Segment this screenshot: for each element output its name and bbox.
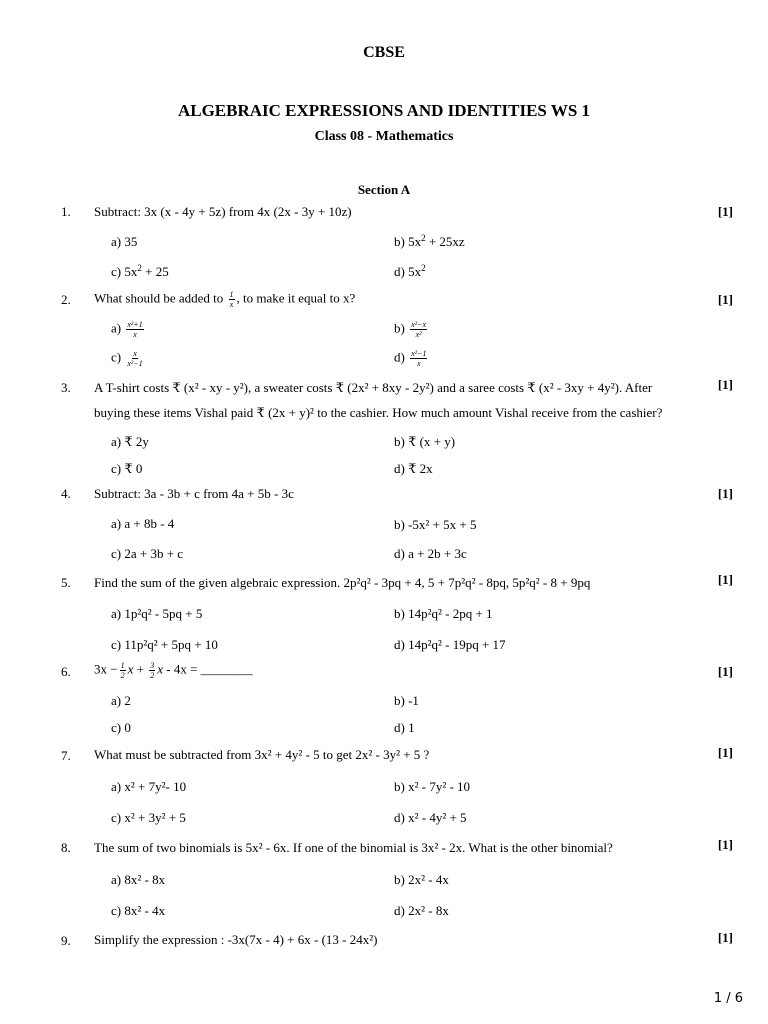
question-number: 4. [61, 486, 71, 501]
question-mark: [1] [717, 572, 733, 587]
question-text: The sum of two binomials is 5x² - 6x. If one of the binomial is 3x² - 2x. What is the other binomial? [94, 840, 613, 855]
question-text-line2: buying these items Vishal paid ₹ (2x + y)² to the cashier. How much amount Vishal receive from the cashier? [94, 405, 663, 420]
option-a: a) 2 [111, 693, 131, 708]
question-number: 6. [61, 664, 71, 679]
option-b: b) $5x^2 + 25xz$ [394, 233, 465, 249]
question-number: 2. [61, 292, 71, 307]
option-b: b) 14p²q² - 2pq + 1 [394, 606, 493, 621]
option-a: a) 8x² - 8x [111, 872, 166, 887]
option-d: d) $\frac{\text{x²−1}}{x}$ [394, 349, 427, 368]
question-number: 1. [61, 204, 71, 219]
question-text: Find the sum of the given algebraic expression. 2p²q² - 3pq + 4, 5 + 7p²q² - 8pq, 5p²q² - 8 + 9pq [94, 575, 591, 590]
option-a: a) 1p²q² - 5pq + 5 [111, 606, 203, 621]
option-a: a) $\frac{\text{x²+1}}{x}$ [111, 320, 143, 339]
question-mark: [1] [717, 377, 733, 392]
question-number: 5. [61, 575, 71, 590]
question-text: What must be subtracted from 3x² + 4y² - 5 to get 2x² - 3y² + 5 ? [94, 747, 430, 762]
fraction: $\frac{1}{x}$ [229, 290, 234, 309]
option-b: b) $\frac{\text{x²−x}}{\text{x²}}$ [394, 320, 426, 339]
question-mark: [1] [717, 930, 733, 945]
option-c: c) ₹ 0 [111, 461, 143, 476]
option-d: d) $5x^2$ [394, 263, 426, 279]
option-a: a) 35 [111, 234, 138, 249]
option-a: a) a + 8b - 4 [111, 516, 175, 531]
worksheet-subtitle: Class 08 - Mathematics [314, 129, 454, 144]
option-b: b) 2x² - 4x [394, 872, 449, 887]
question-text-line1: A T-shirt costs ₹ (x² - xy - y²), a sweater costs ₹ (2x² + 8xy - 2y²) and a saree costs ₹ (x² - 3xy + 4y²). After [94, 380, 653, 395]
question-text: Subtract: 3x (x - 4y + 5z) from 4x (2x - 3y + 10z) [94, 204, 352, 219]
option-d: d) ₹ 2x [394, 461, 433, 476]
question-number: 7. [61, 748, 71, 763]
option-d: d) 1 [394, 720, 415, 735]
option-c: c) $\frac{x}{\text{x²−1}}$ [111, 349, 143, 368]
question-mark: [1] [717, 664, 733, 679]
question-text: 3x − $\frac{1}{2}$ x + $\frac{3}{2}$ x - 4x = ________ [94, 661, 253, 680]
question-mark: [1] [717, 292, 733, 307]
section-heading: Section A [357, 182, 411, 197]
option-d: d) x² - 4y² + 5 [394, 810, 467, 825]
option-c: c) 8x² - 4x [111, 903, 166, 918]
question-text: Subtract: 3a - 3b + c from 4a + 5b - 3c [94, 486, 294, 501]
question-mark: [1] [717, 486, 733, 501]
option-d: d) 2x² - 8x [394, 903, 449, 918]
option-c: c) x² + 3y² + 5 [111, 810, 186, 825]
question-number: 8. [61, 840, 71, 855]
option-b: b) ₹ (x + y) [394, 434, 456, 449]
question-mark: [1] [717, 204, 733, 219]
option-c: c) 0 [111, 720, 131, 735]
question-number: 9. [61, 933, 71, 948]
option-c: c) 11p²q² + 5pq + 10 [111, 637, 218, 652]
page-number: 1 / 6 [713, 991, 743, 1006]
option-a: a) ₹ 2y [111, 434, 149, 449]
worksheet-title: ALGEBRAIC EXPRESSIONS AND IDENTITIES WS 1 [177, 101, 591, 120]
option-b: b) -5x² + 5x + 5 [394, 517, 477, 532]
question-number: 3. [61, 380, 71, 395]
option-d: d) 14p²q² - 19pq + 17 [394, 637, 506, 652]
option-b: b) -1 [394, 693, 419, 708]
board-name: CBSE [363, 44, 405, 61]
question-text: What should be added to $\frac{1}{x}$ , to make it equal to x? [94, 290, 356, 309]
option-c: c) 2a + 3b + c [111, 546, 184, 561]
question-mark: [1] [717, 745, 733, 760]
option-c: c) $5x^2 + 25$ [111, 263, 169, 279]
option-a: a) x² + 7y²- 10 [111, 779, 187, 794]
question-text: Simplify the expression : -3x(7x - 4) + 6x - (13 - 24x²) [94, 932, 378, 947]
question-mark: [1] [717, 837, 733, 852]
option-b: b) x² - 7y² - 10 [394, 779, 471, 794]
option-d: d) a + 2b + 3c [394, 546, 467, 561]
